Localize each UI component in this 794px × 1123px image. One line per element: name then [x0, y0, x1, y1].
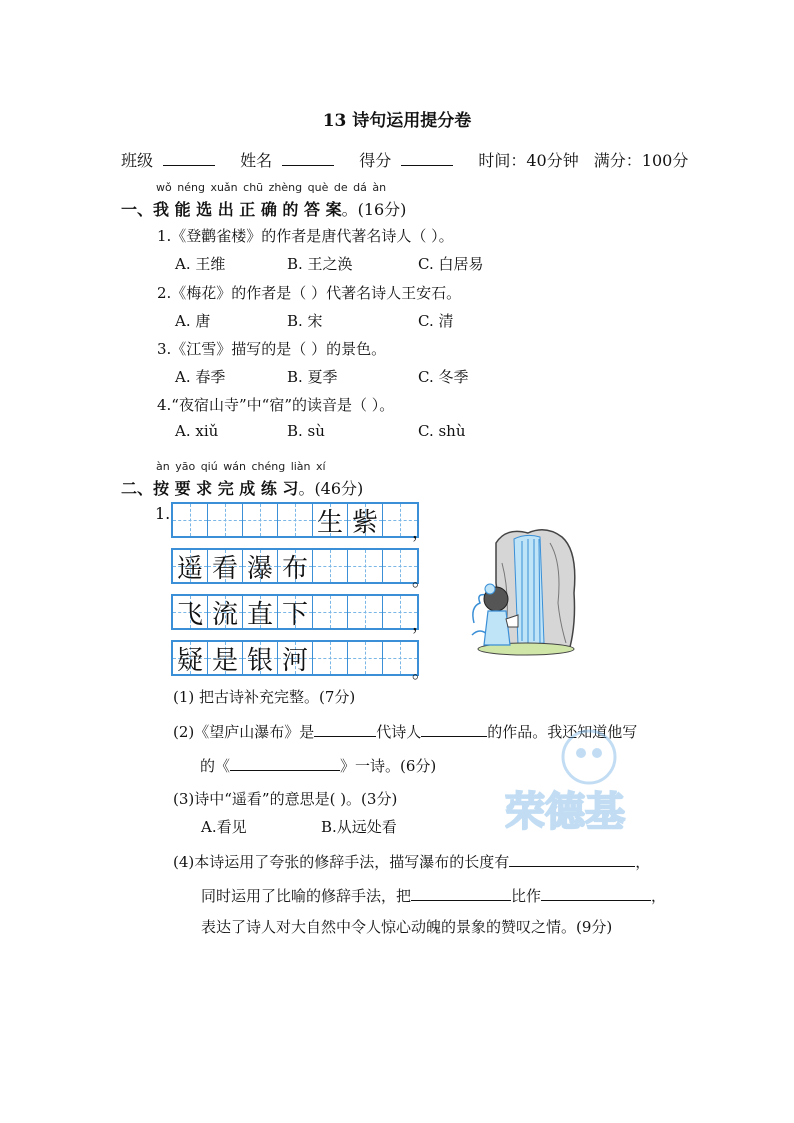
score-field: 得分 — [359, 151, 463, 170]
grid-cell[interactable] — [348, 642, 383, 674]
poem-grid-row-4 — [171, 640, 419, 676]
grid-cell[interactable] — [313, 550, 348, 582]
question-3: 3.《江雪》描写的是（ ）的景色。 — [157, 340, 387, 358]
question-3-options: A. 春季 B. 夏季 C. 冬季 — [175, 368, 469, 386]
row-1-punct: ， — [412, 522, 430, 543]
name-field: 姓名 — [240, 151, 344, 170]
poem-grid-row-3 — [171, 594, 419, 630]
full-score-label: 满分：100分 — [593, 151, 689, 170]
subquestion-4: (4)本诗运用了夸张的修辞手法，描写瀑布的长度有 ， — [173, 850, 650, 872]
section2-heading: 二、按 要 求 完 成 练 习。(46分) — [121, 479, 364, 498]
row-3-punct: ， — [412, 614, 430, 635]
poem-grid-row-2 — [171, 548, 419, 584]
grid-cell[interactable] — [208, 504, 243, 536]
row-4-punct: 。 — [412, 662, 430, 683]
grid-cell[interactable] — [243, 504, 278, 536]
subquestion-1: (1) 把古诗补充完整。(7分) — [173, 688, 356, 706]
section1-pinyin: wǒ néng xuǎn chū zhèng què de dá àn — [156, 181, 387, 194]
subquestion-4-line3: 表达了诗人对大自然中令人惊心动魄的景象的赞叹之情。(9分) — [201, 918, 613, 936]
question-2-options: A. 唐 B. 宋 C. 清 — [175, 312, 454, 330]
question-2: 2.《梅花》的作者是（ ）代著名诗人王安石。 — [157, 284, 462, 302]
grid-cell[interactable] — [173, 504, 208, 536]
watermark-text: 荣德基 — [505, 789, 625, 835]
poet-blank[interactable] — [421, 720, 487, 737]
watermark-logo — [505, 725, 705, 865]
question-4-options: A. xiǔ B. sù C. shù — [175, 422, 466, 440]
time-label: 时间：40分钟 — [478, 151, 579, 170]
item-number: 1. — [155, 504, 171, 523]
page-title: 13 诗句运用提分卷 — [322, 111, 472, 131]
subquestion-2-cont: 的《 》一诗。(6分) — [200, 754, 436, 776]
subquestion-3-options: A.看见 B.从远处看 — [201, 818, 397, 836]
grid-cell: 直 — [243, 596, 278, 628]
section1-heading: 一、我 能 选 出 正 确 的 答 案。(16分) — [121, 200, 407, 219]
other-poem-blank[interactable] — [230, 754, 340, 771]
question-1: 1.《登鹳雀楼》的作者是唐代著名诗人（ ）。 — [157, 227, 454, 245]
grid-cell: 飞 — [173, 596, 208, 628]
grid-cell: 瀑 — [243, 550, 278, 582]
question-4: 4.“夜宿山寺”中“宿”的读音是（ ）。 — [157, 396, 395, 414]
poem-grid-row-1 — [171, 502, 419, 538]
grid-cell: 下 — [278, 596, 313, 628]
metaphor-object-blank[interactable] — [541, 884, 651, 901]
grid-cell: 遥 — [173, 550, 208, 582]
grid-cell[interactable] — [313, 596, 348, 628]
grid-cell[interactable] — [313, 642, 348, 674]
grid-cell: 是 — [208, 642, 243, 674]
metaphor-subject-blank[interactable] — [411, 884, 511, 901]
grid-cell: 紫 — [348, 504, 383, 536]
grid-cell: 流 — [208, 596, 243, 628]
question-1-options: A. 王维 B. 王之涣 C. 白居易 — [175, 255, 484, 273]
section2-pinyin: àn yāo qiú wán chéng liàn xí — [156, 460, 326, 473]
subquestion-4-line2: 同时运用了比喻的修辞手法，把 比作 ， — [201, 884, 666, 906]
grid-cell: 河 — [278, 642, 313, 674]
grid-cell[interactable] — [348, 596, 383, 628]
class-field: 班级 — [121, 151, 225, 170]
subquestion-2: (2)《望庐山瀑布》是 代诗人 的作品。我还知道他写 — [173, 720, 637, 742]
grid-cell: 布 — [278, 550, 313, 582]
subquestion-3: (3)诗中“遥看”的意思是( )。(3分) — [173, 790, 398, 808]
row-2-punct: 。 — [412, 570, 430, 591]
header-info — [121, 148, 698, 171]
grid-cell: 看 — [208, 550, 243, 582]
grid-cell: 疑 — [173, 642, 208, 674]
grid-cell[interactable] — [278, 504, 313, 536]
grid-cell: 银 — [243, 642, 278, 674]
grid-cell: 生 — [313, 504, 348, 536]
dynasty-blank[interactable] — [314, 720, 376, 737]
grid-cell[interactable] — [348, 550, 383, 582]
waterfall-illustration — [466, 523, 586, 658]
